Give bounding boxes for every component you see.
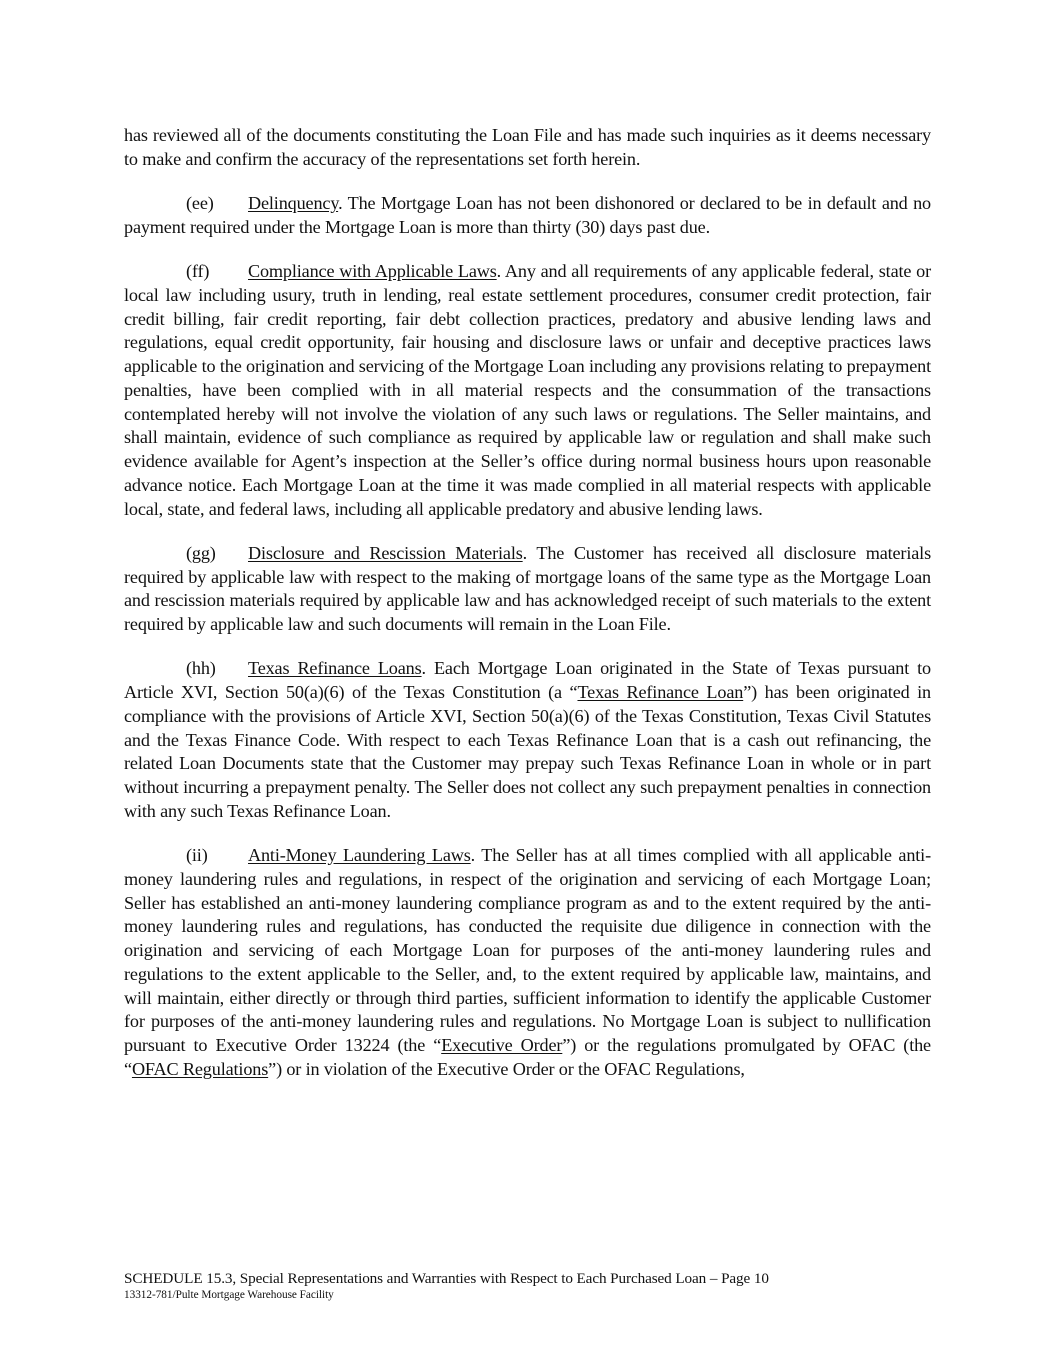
paragraph-text: ”) or in violation of the Executive Order or the OFAC Regulations, — [268, 1058, 745, 1079]
footer-document-id: 13312-781/Pulte Mortgage Warehouse Facility — [124, 1289, 334, 1301]
paragraph-text: . The Customer has received all disclosure materials required by applicable law with respect to the making of mortgage loans of the same type as the Mortgage Loan and rescission materials required by applicable law and has acknowledged receipt of such materials to the extent required by applicable law and such documents will remain in the Loan File. — [124, 542, 932, 634]
section-heading: Anti-Money Laundering Laws — [248, 845, 471, 865]
defined-term: OFAC Regulations — [131, 1058, 269, 1079]
section-heading: Compliance with Applicable Laws — [248, 261, 497, 281]
paragraph-hh-texas-refinance — [124, 657, 931, 823]
paragraph-text: . The Seller has at all times complied with all applicable anti-money laundering rules and regulations, in respect of the origination and servicing of each Mortgage Loan; Seller has established an anti-money laundering compliance program as and to the extent required by the anti-money laundering rules and regulations, has conducted the requisite due diligence in connection with the origination and servicing of each Mortgage Loan for purposes of the anti-money laundering rules and regulations to the extent applicable to the Seller, and, to the extent required by applicable law, maintains, and will maintain, either directly or through third parties, sufficient information to identify the applicable Customer for purposes of the anti-money laundering rules and regulations. No Mortgage Loan is subject to nullification pursuant to Executive Order 13224 (the “ — [124, 845, 931, 1055]
section-heading: Texas Refinance Loans — [248, 658, 422, 679]
paragraph-text: . The Mortgage Loan has not been dishonored or declared to be in default and no payment required under the Mortgage Loan is more than thirty (30) days past due. — [124, 193, 931, 237]
section-heading: Delinquency — [248, 193, 339, 213]
section-label: (ff) — [186, 261, 210, 281]
section-heading: Disclosure and Rescission Materials — [248, 542, 523, 563]
defined-term: Executive Order — [441, 1035, 563, 1055]
document-body — [124, 124, 931, 1102]
paragraph-text: . Each Mortgage Loan originated in the State of Texas pursuant to Article XVI, Section 50(a)(6) of the Texas Constitution (a “ — [124, 658, 932, 702]
paragraph-text: ”) or the regulations promulgated by OFAC (the “ — [124, 1035, 931, 1079]
footer-schedule-title: SCHEDULE 15.3, Special Representations and Warranties with Respect to Each Purchased Loan – Page 10 — [124, 1270, 769, 1287]
paragraph-text: ”) has been originated in compliance with the provisions of Article XVI, Section 50(a)(6) of the Texas Constitution, Texas Civil Statutes and the Texas Finance Code. With respect to each Texas Refinance Loan that is a cash out refinancing, the related Loan Documents state that the Customer may prepay such Texas Refinance Loan in whole or in part without incurring a prepayment penalty. The Seller does not collect any such prepayment penalties in connection with any such Texas Refinance Loan. — [124, 682, 931, 821]
section-label: (ee) — [186, 193, 214, 213]
section-label: (gg) — [186, 542, 216, 563]
paragraph-intro — [124, 124, 931, 172]
paragraph-text: has reviewed all of the documents constituting the Loan File and has made such inquiries as it deems necessary to make and confirm the accuracy of the representations set forth herein. — [124, 125, 931, 169]
paragraph-ee-delinquency — [124, 192, 931, 240]
defined-term: Texas Refinance Loan — [577, 682, 744, 702]
paragraph-text: . Any and all requirements of any applicable federal, state or local law including usury, truth in lending, real estate settlement procedures, consumer credit protection, fair credit billing, fair credit reporting, fair debt collection practices, predatory and abusive lending laws and regulations, equal credit opportunity, fair housing and disclosure laws or unfair and deceptive practices laws applicable to the origination and servicing of the Mortgage Loan including any provisions relating to prepayment penalties, have been complied with in all material respects and the consummation of the transactions contemplated hereby will not involve the violation of any such laws or regulations. The Seller maintains, and shall maintain, evidence of such compliance as required by applicable law or regulation and shall make such evidence available for Agent’s inspection at the Seller’s office during normal business hours upon reasonable advance notice. Each Mortgage Loan at the time it was made complied in all material respects with applicable local, state, and federal laws, including all applicable predatory and abusive lending laws. — [124, 261, 931, 519]
paragraph-ii-anti-money-laundering — [124, 844, 931, 1082]
paragraph-gg-disclosure — [124, 542, 931, 637]
section-label: (hh) — [186, 658, 216, 679]
paragraph-ff-compliance — [124, 260, 931, 521]
page-footer — [124, 1270, 944, 1302]
section-label: (ii) — [186, 845, 208, 865]
